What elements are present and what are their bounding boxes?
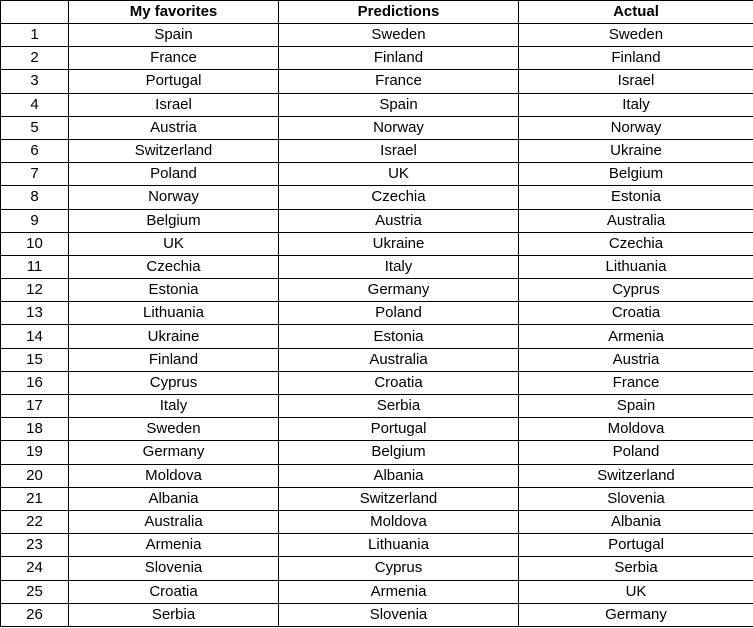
table-row (1, 93, 753, 116)
my-favorites-cell: Switzerland (69, 139, 279, 162)
my-favorites-cell: Finland (69, 348, 279, 371)
actual-cell: Norway (519, 116, 753, 139)
rank-cell: 21 (1, 487, 69, 510)
actual-cell: Spain (519, 395, 753, 418)
table-row (1, 232, 753, 255)
actual-cell: Czechia (519, 232, 753, 255)
table-row (1, 580, 753, 603)
table-row (1, 209, 753, 232)
actual-cell: Finland (519, 47, 753, 70)
rank-cell: 25 (1, 580, 69, 603)
predictions-cell: Czechia (279, 186, 519, 209)
my-favorites-cell: Moldova (69, 464, 279, 487)
actual-cell: Cyprus (519, 279, 753, 302)
rank-cell: 26 (1, 603, 69, 626)
rank-cell: 20 (1, 464, 69, 487)
predictions-cell: Slovenia (279, 603, 519, 626)
my-favorites-cell: Croatia (69, 580, 279, 603)
actual-cell: Italy (519, 93, 753, 116)
rank-cell: 10 (1, 232, 69, 255)
rank-cell: 13 (1, 302, 69, 325)
predictions-cell: Croatia (279, 371, 519, 394)
table-row (1, 279, 753, 302)
rank-column-header (1, 1, 69, 24)
my-favorites-cell: Czechia (69, 255, 279, 278)
table-row (1, 24, 753, 47)
actual-cell: Portugal (519, 534, 753, 557)
rank-cell: 1 (1, 24, 69, 47)
table-row (1, 163, 753, 186)
predictions-cell: France (279, 70, 519, 93)
rank-cell: 23 (1, 534, 69, 557)
table-row (1, 255, 753, 278)
table-row (1, 348, 753, 371)
predictions-cell: Lithuania (279, 534, 519, 557)
actual-cell: Croatia (519, 302, 753, 325)
my-favorites-cell: Norway (69, 186, 279, 209)
my-favorites-cell: Portugal (69, 70, 279, 93)
predictions-cell: Germany (279, 279, 519, 302)
predictions-cell: Poland (279, 302, 519, 325)
predictions-column-header: Predictions (279, 1, 519, 24)
actual-cell: Slovenia (519, 487, 753, 510)
predictions-cell: Austria (279, 209, 519, 232)
predictions-cell: Ukraine (279, 232, 519, 255)
table-row (1, 186, 753, 209)
my-favorites-cell: Israel (69, 93, 279, 116)
table-row (1, 116, 753, 139)
my-favorites-cell: Lithuania (69, 302, 279, 325)
my-favorites-column-header: My favorites (69, 1, 279, 24)
actual-cell: UK (519, 580, 753, 603)
actual-cell: Ukraine (519, 139, 753, 162)
predictions-cell: Norway (279, 116, 519, 139)
table-row (1, 464, 753, 487)
table-row (1, 418, 753, 441)
my-favorites-cell: Armenia (69, 534, 279, 557)
predictions-cell: Moldova (279, 510, 519, 533)
rank-cell: 15 (1, 348, 69, 371)
predictions-cell: Switzerland (279, 487, 519, 510)
rank-cell: 8 (1, 186, 69, 209)
rank-cell: 9 (1, 209, 69, 232)
predictions-cell: Spain (279, 93, 519, 116)
my-favorites-cell: Spain (69, 24, 279, 47)
table-row (1, 534, 753, 557)
table-row (1, 395, 753, 418)
actual-cell: Sweden (519, 24, 753, 47)
predictions-cell: Armenia (279, 580, 519, 603)
my-favorites-cell: France (69, 47, 279, 70)
predictions-cell: UK (279, 163, 519, 186)
predictions-cell: Cyprus (279, 557, 519, 580)
rank-cell: 11 (1, 255, 69, 278)
predictions-cell: Albania (279, 464, 519, 487)
my-favorites-cell: Serbia (69, 603, 279, 626)
predictions-cell: Finland (279, 47, 519, 70)
rank-cell: 4 (1, 93, 69, 116)
actual-cell: Austria (519, 348, 753, 371)
rank-cell: 7 (1, 163, 69, 186)
predictions-cell: Australia (279, 348, 519, 371)
predictions-cell: Italy (279, 255, 519, 278)
rank-cell: 6 (1, 139, 69, 162)
header-row (1, 1, 753, 24)
my-favorites-cell: Poland (69, 163, 279, 186)
actual-cell: Switzerland (519, 464, 753, 487)
table-row (1, 47, 753, 70)
rank-cell: 22 (1, 510, 69, 533)
actual-cell: Lithuania (519, 255, 753, 278)
my-favorites-cell: Cyprus (69, 371, 279, 394)
my-favorites-cell: Estonia (69, 279, 279, 302)
rank-cell: 3 (1, 70, 69, 93)
actual-cell: Belgium (519, 163, 753, 186)
table-row (1, 139, 753, 162)
my-favorites-cell: Italy (69, 395, 279, 418)
actual-cell: Germany (519, 603, 753, 626)
rank-cell: 12 (1, 279, 69, 302)
predictions-cell: Serbia (279, 395, 519, 418)
rank-cell: 16 (1, 371, 69, 394)
actual-cell: Australia (519, 209, 753, 232)
predictions-cell: Israel (279, 139, 519, 162)
my-favorites-cell: Slovenia (69, 557, 279, 580)
actual-column-header: Actual (519, 1, 753, 24)
actual-cell: Serbia (519, 557, 753, 580)
table-row (1, 325, 753, 348)
predictions-cell: Sweden (279, 24, 519, 47)
table-row (1, 70, 753, 93)
actual-cell: Estonia (519, 186, 753, 209)
my-favorites-cell: Australia (69, 510, 279, 533)
rank-cell: 24 (1, 557, 69, 580)
my-favorites-cell: Austria (69, 116, 279, 139)
my-favorites-cell: Germany (69, 441, 279, 464)
predictions-cell: Portugal (279, 418, 519, 441)
table-body (1, 24, 753, 627)
my-favorites-cell: Albania (69, 487, 279, 510)
my-favorites-cell: UK (69, 232, 279, 255)
rank-cell: 19 (1, 441, 69, 464)
actual-cell: France (519, 371, 753, 394)
my-favorites-cell: Belgium (69, 209, 279, 232)
actual-cell: Israel (519, 70, 753, 93)
table-row (1, 487, 753, 510)
my-favorites-cell: Sweden (69, 418, 279, 441)
predictions-cell: Estonia (279, 325, 519, 348)
actual-cell: Albania (519, 510, 753, 533)
table-row (1, 603, 753, 626)
rank-cell: 17 (1, 395, 69, 418)
rank-cell: 14 (1, 325, 69, 348)
table-row (1, 371, 753, 394)
predictions-cell: Belgium (279, 441, 519, 464)
table-row (1, 441, 753, 464)
table-row (1, 302, 753, 325)
actual-cell: Armenia (519, 325, 753, 348)
table-row (1, 557, 753, 580)
actual-cell: Moldova (519, 418, 753, 441)
rank-cell: 18 (1, 418, 69, 441)
my-favorites-cell: Ukraine (69, 325, 279, 348)
actual-cell: Poland (519, 441, 753, 464)
rank-cell: 5 (1, 116, 69, 139)
table-row (1, 510, 753, 533)
rank-cell: 2 (1, 47, 69, 70)
